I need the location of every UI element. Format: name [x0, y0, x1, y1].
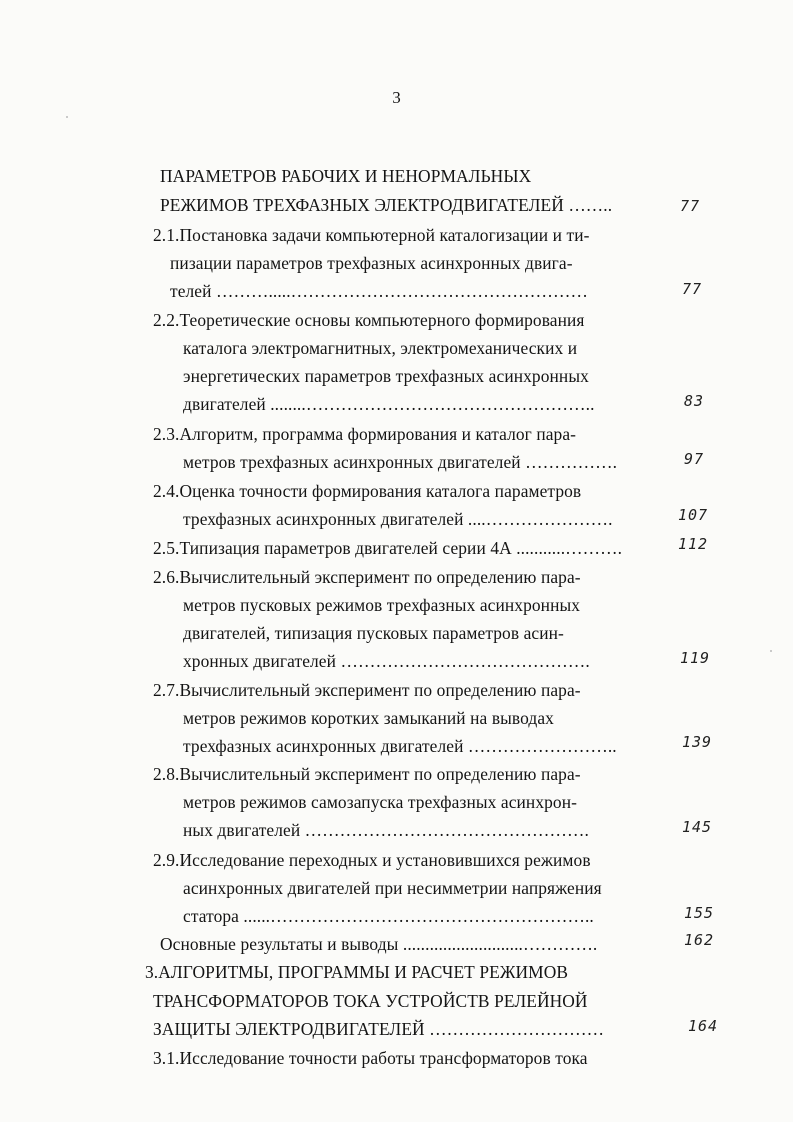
toc-line: 2.3.Алгоритм, программа формирования и каталог пара-	[153, 424, 577, 444]
toc-page-ref: 145	[682, 818, 713, 836]
toc-line: пизации параметров трехфазных асинхронных двига-	[170, 253, 573, 273]
page-number: 3	[392, 88, 401, 107]
toc-line: метров пусковых режимов трехфазных асинхронных	[183, 595, 581, 615]
toc-line: ПАРАМЕТРОВ РАБОЧИХ И НЕНОРМАЛЬНЫХ	[160, 166, 532, 186]
toc-line: 2.4.Оценка точности формирования каталога параметров	[153, 481, 582, 501]
scan-speck	[770, 650, 772, 652]
toc-page-ref: 77	[682, 280, 703, 298]
toc-page-ref: 155	[684, 904, 715, 922]
toc-page-ref: 97	[684, 450, 705, 468]
toc-page-ref: 119	[680, 649, 711, 667]
toc-page-ref: 107	[678, 506, 709, 524]
toc-page-ref: 162	[684, 931, 715, 949]
toc-line: ЗАЩИТЫ ЭЛЕКТРОДВИГАТЕЛЕЙ …………………………	[153, 1019, 605, 1039]
toc-line: 2.1.Постановка задачи компьютерной каталогизации и ти-	[153, 225, 590, 245]
toc-line: 2.8.Вычислительный эксперимент по определению пара-	[153, 764, 581, 784]
toc-line: метров режимов коротких замыканий на выводах	[183, 708, 554, 728]
toc-line: 2.5.Типизация параметров двигателей серии 4А ...........……….	[153, 538, 623, 558]
toc-line: двигателей, типизация пусковых параметров асин-	[183, 623, 564, 643]
toc-line: каталога электромагнитных, электромеханических и	[183, 338, 578, 358]
toc-line: 2.9.Исследование переходных и установившихся режимов	[153, 850, 591, 870]
toc-line: двигателей ........…………………………………………..	[183, 394, 595, 414]
toc-line: 2.7.Вычислительный эксперимент по определению пара-	[153, 680, 581, 700]
toc-line: 2.2.Теоретические основы компьютерного формирования	[153, 310, 585, 330]
toc-page-ref: 77	[680, 197, 701, 215]
toc-line: трехфазных асинхронных двигателей ....………………….	[183, 509, 613, 529]
toc-page-ref: 164	[688, 1017, 719, 1035]
toc-line: РЕЖИМОВ ТРЕХФАЗНЫХ ЭЛЕКТРОДВИГАТЕЛЕЙ ……..	[160, 195, 613, 215]
toc-page-ref: 112	[678, 535, 709, 553]
toc-page-ref: 139	[682, 733, 713, 751]
toc-line: энергетических параметров трехфазных асинхронных	[183, 366, 589, 386]
toc-line: Основные результаты и выводы ...........................………….	[160, 934, 598, 954]
toc-line: метров трехфазных асинхронных двигателей …………….	[183, 452, 618, 472]
toc-line: 2.6.Вычислительный эксперимент по определению пара-	[153, 567, 581, 587]
toc-line: трехфазных асинхронных двигателей ……………………..	[183, 736, 617, 756]
toc-line: хронных двигателей …………………………………….	[183, 651, 590, 671]
toc-page-ref: 83	[684, 392, 705, 410]
scan-speck	[66, 116, 68, 118]
toc-line: метров режимов самозапуска трехфазных асинхрон-	[183, 792, 578, 812]
toc-line: 3.1.Исследование точности работы трансформаторов тока	[153, 1048, 588, 1068]
toc-line: 3.АЛГОРИТМЫ, ПРОГРАММЫ И РАСЧЕТ РЕЖИМОВ	[145, 962, 569, 982]
toc-line: статора ......………………………………………………..	[183, 906, 594, 926]
toc-line: ТРАНСФОРМАТОРОВ ТОКА УСТРОЙСТВ РЕЛЕЙНОЙ	[153, 991, 588, 1011]
toc-line: асинхронных двигателей при несимметрии напряжения	[183, 878, 602, 898]
toc-line: ных двигателей ………………………………………….	[183, 820, 589, 840]
toc-line: телей ……….....……………………………………………	[170, 281, 589, 301]
